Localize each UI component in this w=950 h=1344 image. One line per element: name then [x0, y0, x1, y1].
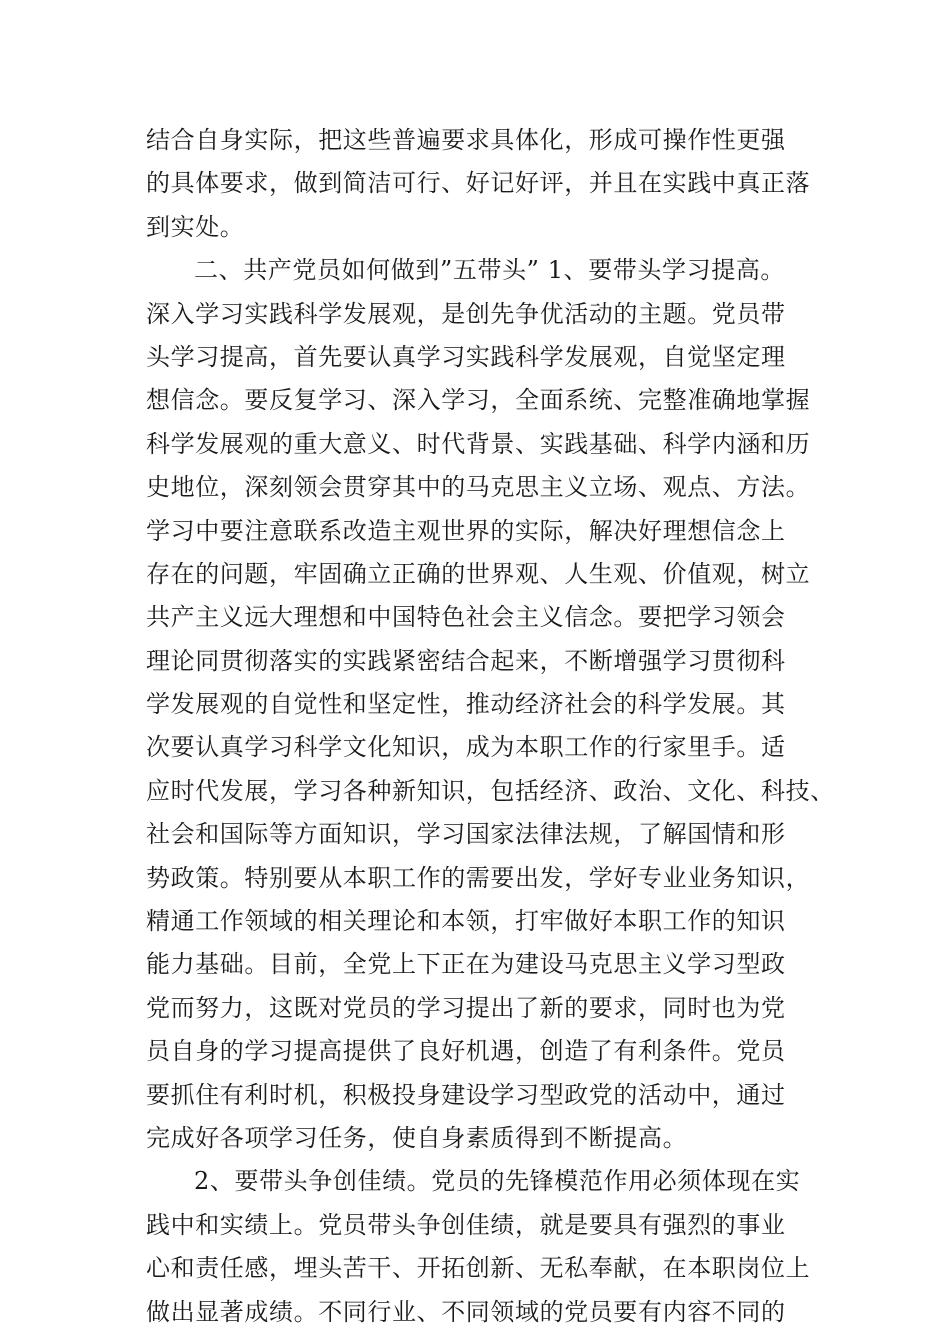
text-line: 理论同贯彻落实的实践紧密结合起来，不断增强学习贯彻科 — [146, 646, 786, 675]
text-line: 心和责任感，埋头苦干、开拓创新、无私奉献，在本职岗位上 — [146, 1254, 811, 1283]
text-line: 践中和实绩上。党员带头争创佳绩，就是要具有强烈的事业 — [146, 1210, 786, 1239]
text-line: 势政策。特别要从本职工作的需要出发，学好专业业务知识， — [146, 863, 811, 892]
text-line: 员自身的学习提高提供了良好机遇，创造了有利条件。党员 — [146, 1037, 786, 1066]
text-line: 共产主义远大理想和中国特色社会主义信念。要把学习领会 — [146, 603, 786, 632]
text-line: 头学习提高，首先要认真学习实践科学发展观，自觉坚定理 — [146, 342, 786, 371]
text-line: 学发展观的自觉性和坚定性，推动经济社会的科学发展。其 — [146, 690, 786, 719]
document-body — [146, 119, 835, 1334]
text-line: 学习中要注意联系改造主观世界的实际，解决好理想信念上 — [146, 516, 786, 545]
text-line: 能力基础。目前，全党上下正在为建设马克思主义学习型政 — [146, 950, 786, 979]
text-line: 的具体要求，做到简洁可行、好记好评，并且在实践中真正落 — [146, 169, 811, 198]
text-line: 科学发展观的重大意义、时代背景、实践基础、科学内涵和历 — [146, 429, 811, 458]
text-line: 深入学习实践科学发展观，是创先争优活动的主题。党员带 — [146, 299, 786, 328]
text-line: 做出显著成绩。不同行业、不同领域的党员要有内容不同的 — [146, 1297, 786, 1326]
text-line: 党而努力，这既对党员的学习提出了新的要求，同时也为党 — [146, 993, 786, 1022]
text-line: 要抓住有利时机，积极投身建设学习型政党的活动中，通过 — [146, 1080, 786, 1109]
text-line: 想信念。要反复学习、深入学习，全面系统、完整准确地掌握 — [146, 386, 811, 415]
text-line: 应时代发展，学习各种新知识，包括经济、政治、文化、科技、 — [146, 776, 835, 805]
text-line: 次要认真学习科学文化知识，成为本职工作的行家里手。适 — [146, 733, 786, 762]
text-line: 社会和国际等方面知识，学习国家法律法规，了解国情和形 — [146, 820, 786, 849]
text-line: 完成好各项学习任务，使自身素质得到不断提高。 — [146, 1123, 688, 1152]
text-line: 史地位，深刻领会贯穿其中的马克思主义立场、观点、方法。 — [146, 473, 811, 502]
text-line: 精通工作领域的相关理论和本领，打牢做好本职工作的知识 — [146, 907, 786, 936]
text-line: 存在的问题，牢固确立正确的世界观、人生观、价值观，树立 — [146, 559, 811, 588]
section-heading-line: 二、共产党员如何做到”五带头” 1、要带头学习提高。 — [194, 256, 786, 285]
text-line: 到实处。 — [146, 212, 245, 241]
text-line: 结合自身实际，把这些普遍要求具体化，形成可操作性更强 — [146, 126, 786, 154]
paragraph-start-line: 2、要带头争创佳绩。党员的先锋模范作用必须体现在实 — [194, 1167, 801, 1196]
